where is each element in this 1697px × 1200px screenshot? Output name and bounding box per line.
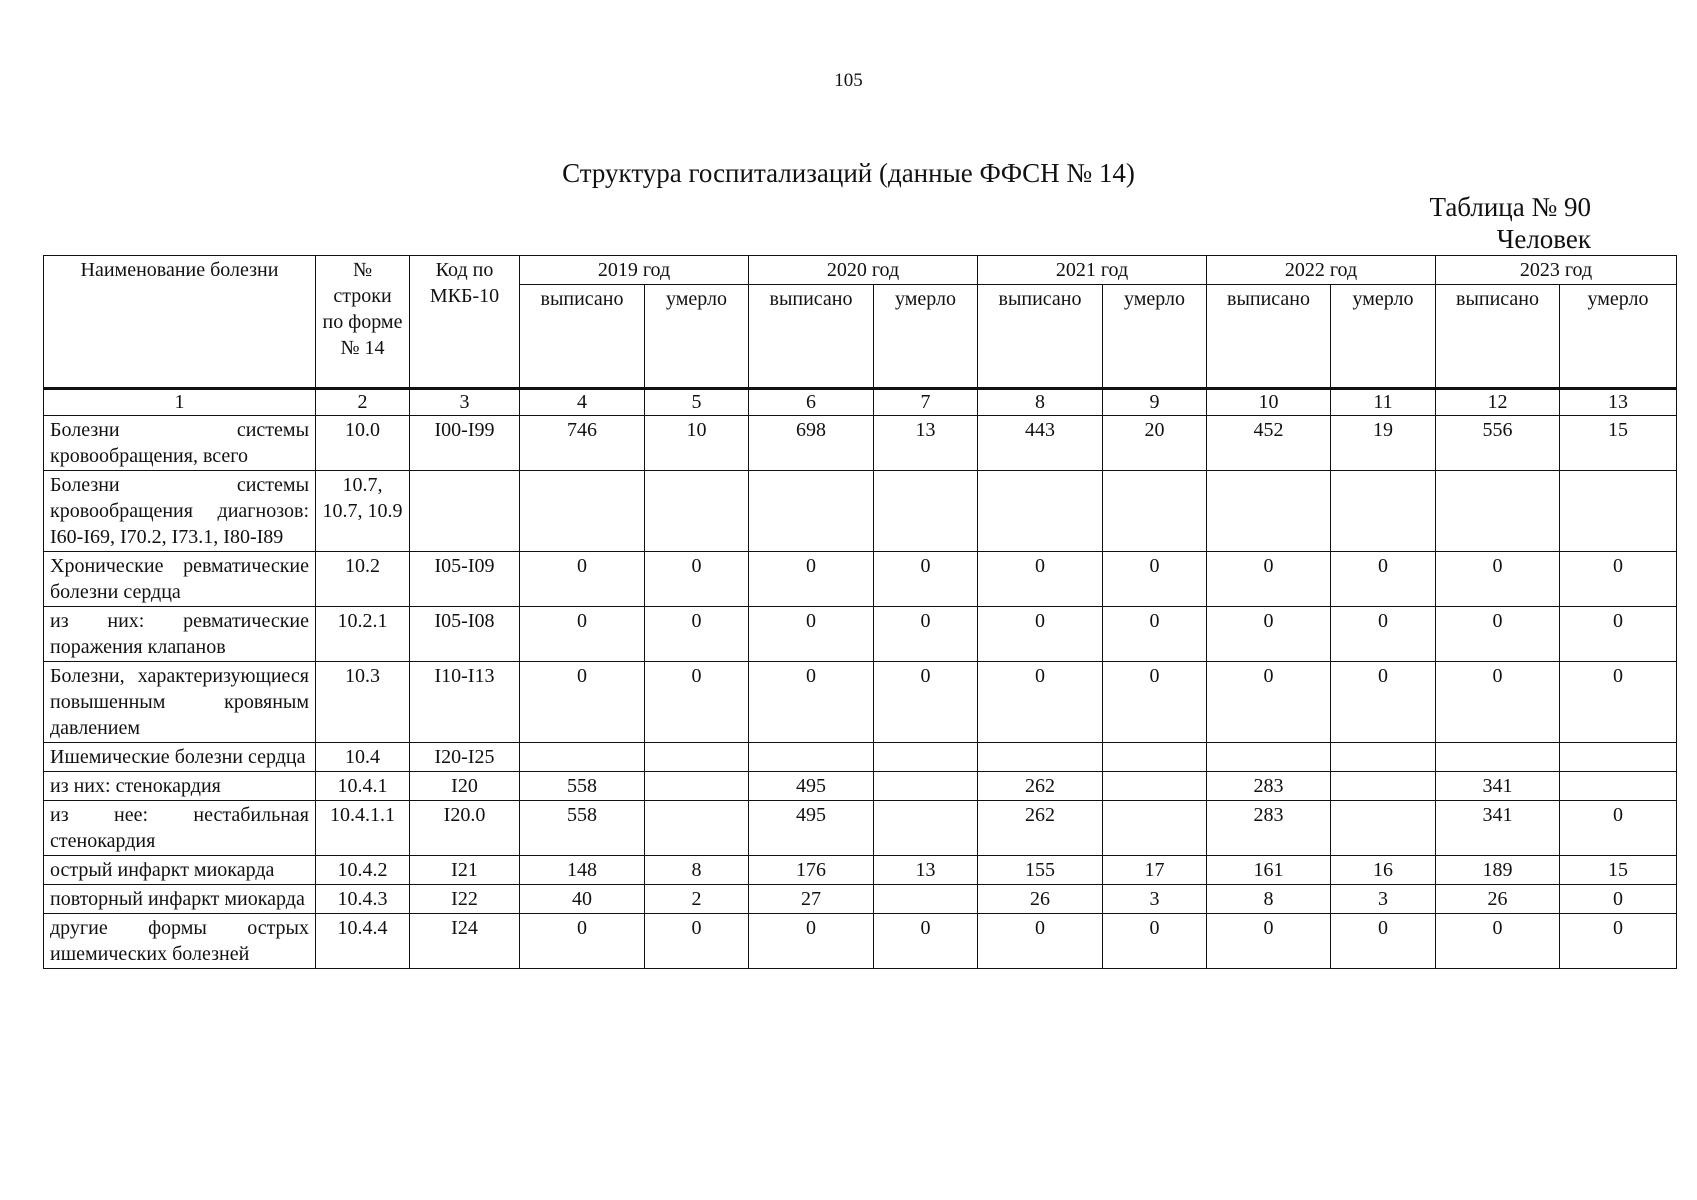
disease-name-cell: Ишемические болезни сердца [44,743,316,772]
died-cell: 0 [1103,552,1207,607]
discharged-cell: 0 [1436,607,1560,662]
discharged-cell: 0 [520,662,645,743]
discharged-cell: 283 [1207,801,1331,856]
discharged-cell: 27 [749,885,874,914]
died-cell: 0 [1560,552,1677,607]
discharged-cell [978,743,1103,772]
died-cell [1103,743,1207,772]
row-number-cell: 10.4.4 [316,914,410,969]
died-cell [874,471,978,552]
died-cell: 3 [1331,885,1436,914]
discharged-cell: 443 [978,416,1103,471]
column-number: 11 [1331,389,1436,416]
died-cell: 0 [645,914,749,969]
disease-name-cell: Хронические ревматические болезни сердца [44,552,316,607]
died-cell [1103,801,1207,856]
died-cell: 20 [1103,416,1207,471]
died-cell: 0 [874,552,978,607]
discharged-cell: 161 [1207,856,1331,885]
column-number: 5 [645,389,749,416]
table-row [44,772,1677,801]
table-number-label: Таблица № 90 [1429,192,1591,222]
table-row [44,743,1677,772]
header-row-number: № строки по форме № 14 [316,256,410,389]
discharged-cell: 0 [978,552,1103,607]
died-cell: 0 [874,914,978,969]
row-number-cell: 10.7, 10.7, 10.9 [316,471,410,552]
document-title: Структура госпитализаций (данные ФФСН № 14) [562,158,1135,188]
table-row [44,914,1677,969]
discharged-cell: 0 [749,552,874,607]
died-cell: 0 [1331,662,1436,743]
disease-name-cell: из них: ревматические поражения клапанов [44,607,316,662]
header-row-years [44,256,1677,285]
discharged-cell: 40 [520,885,645,914]
died-cell: 0 [1331,607,1436,662]
page-number: 105 [834,70,863,91]
discharged-cell: 0 [1207,662,1331,743]
discharged-cell: 558 [520,801,645,856]
discharged-cell: 0 [978,662,1103,743]
icd-code-cell: I20.0 [410,801,520,856]
died-cell [874,743,978,772]
died-cell: 0 [645,607,749,662]
died-cell [1560,471,1677,552]
died-cell [1560,743,1677,772]
died-cell: 0 [645,552,749,607]
died-cell [874,801,978,856]
discharged-cell: 495 [749,772,874,801]
header-discharged: выписано [978,285,1103,389]
header-discharged: выписано [749,285,874,389]
discharged-cell: 0 [520,607,645,662]
column-number: 12 [1436,389,1560,416]
disease-name-cell: Болезни, характеризующиеся повышенным кровяным давлением [44,662,316,743]
icd-code-cell: I10-I13 [410,662,520,743]
row-number-cell: 10.2.1 [316,607,410,662]
died-cell: 0 [1560,885,1677,914]
row-number-cell: 10.4 [316,743,410,772]
column-number: 10 [1207,389,1331,416]
died-cell: 3 [1103,885,1207,914]
table-row [44,662,1677,743]
column-number: 4 [520,389,645,416]
discharged-cell: 0 [1207,607,1331,662]
died-cell: 2 [645,885,749,914]
header-died: умерло [1331,285,1436,389]
died-cell: 13 [874,416,978,471]
died-cell [1331,801,1436,856]
discharged-cell: 0 [1436,552,1560,607]
died-cell: 0 [645,662,749,743]
table-row [44,607,1677,662]
header-died: умерло [1560,285,1677,389]
discharged-cell: 8 [1207,885,1331,914]
discharged-cell: 0 [1207,914,1331,969]
discharged-cell: 698 [749,416,874,471]
died-cell: 0 [874,662,978,743]
discharged-cell: 0 [749,914,874,969]
icd-code-cell: I20 [410,772,520,801]
row-number-cell: 10.2 [316,552,410,607]
died-cell [1103,471,1207,552]
header-year: 2020 год [749,256,978,285]
table-row [44,856,1677,885]
column-number: 1 [44,389,316,416]
row-number-cell: 10.0 [316,416,410,471]
discharged-cell: 0 [1436,914,1560,969]
header-icd-code: Код по МКБ-10 [410,256,520,389]
discharged-cell: 558 [520,772,645,801]
header-discharged: выписано [520,285,645,389]
row-number-cell: 10.4.3 [316,885,410,914]
died-cell [1331,772,1436,801]
column-number: 6 [749,389,874,416]
discharged-cell: 0 [520,914,645,969]
header-year: 2023 год [1436,256,1677,285]
discharged-cell: 495 [749,801,874,856]
discharged-cell: 189 [1436,856,1560,885]
discharged-cell: 341 [1436,772,1560,801]
column-numbering-row [44,389,1677,416]
died-cell: 0 [1560,662,1677,743]
discharged-cell: 452 [1207,416,1331,471]
icd-code-cell: I00-I99 [410,416,520,471]
died-cell: 0 [1560,607,1677,662]
discharged-cell: 0 [1207,552,1331,607]
died-cell: 0 [1103,914,1207,969]
died-cell [645,471,749,552]
column-number: 7 [874,389,978,416]
discharged-cell [1207,743,1331,772]
hospitalization-table [43,255,1677,969]
table-row [44,471,1677,552]
discharged-cell [749,743,874,772]
discharged-cell [520,471,645,552]
discharged-cell [1436,471,1560,552]
header-died: умерло [645,285,749,389]
discharged-cell: 26 [978,885,1103,914]
died-cell: 10 [645,416,749,471]
died-cell [645,772,749,801]
died-cell: 0 [1331,914,1436,969]
row-number-cell: 10.4.1.1 [316,801,410,856]
died-cell: 0 [1560,914,1677,969]
discharged-cell: 0 [749,607,874,662]
table-row [44,885,1677,914]
died-cell: 16 [1331,856,1436,885]
discharged-cell: 26 [1436,885,1560,914]
icd-code-cell: I24 [410,914,520,969]
column-number: 3 [410,389,520,416]
discharged-cell: 0 [520,552,645,607]
disease-name-cell: повторный инфаркт миокарда [44,885,316,914]
disease-name-cell: из нее: нестабильная стенокардия [44,801,316,856]
died-cell [1331,471,1436,552]
died-cell [645,801,749,856]
died-cell: 0 [874,607,978,662]
discharged-cell: 262 [978,801,1103,856]
discharged-cell [1207,471,1331,552]
died-cell: 13 [874,856,978,885]
died-cell [1103,772,1207,801]
died-cell: 0 [1103,662,1207,743]
header-died: умерло [1103,285,1207,389]
discharged-cell: 0 [749,662,874,743]
table-row [44,801,1677,856]
died-cell: 0 [1331,552,1436,607]
discharged-cell [749,471,874,552]
row-number-cell: 10.4.1 [316,772,410,801]
row-number-cell: 10.4.2 [316,856,410,885]
discharged-cell: 556 [1436,416,1560,471]
icd-code-cell: I05-I08 [410,607,520,662]
died-cell: 19 [1331,416,1436,471]
disease-name-cell: Болезни системы кровообращения диагнозов: I60-I69, I70.2, I73.1, I80-I89 [44,471,316,552]
discharged-cell: 341 [1436,801,1560,856]
discharged-cell: 0 [978,914,1103,969]
discharged-cell [978,471,1103,552]
discharged-cell: 148 [520,856,645,885]
table-row [44,552,1677,607]
icd-code-cell [410,471,520,552]
header-disease-name: Наименование болезни [44,256,316,389]
died-cell [874,772,978,801]
died-cell: 15 [1560,856,1677,885]
discharged-cell: 176 [749,856,874,885]
died-cell: 0 [1560,801,1677,856]
column-number: 2 [316,389,410,416]
died-cell [874,885,978,914]
died-cell: 0 [1103,607,1207,662]
header-discharged: выписано [1207,285,1331,389]
discharged-cell: 0 [1436,662,1560,743]
died-cell [645,743,749,772]
died-cell: 17 [1103,856,1207,885]
header-year: 2019 год [520,256,749,285]
icd-code-cell: I20-I25 [410,743,520,772]
discharged-cell: 283 [1207,772,1331,801]
died-cell [1331,743,1436,772]
column-number: 9 [1103,389,1207,416]
disease-name-cell: острый инфаркт миокарда [44,856,316,885]
icd-code-cell: I05-I09 [410,552,520,607]
header-died: умерло [874,285,978,389]
column-number: 13 [1560,389,1677,416]
unit-label: Человек [1496,224,1591,254]
column-number: 8 [978,389,1103,416]
icd-code-cell: I21 [410,856,520,885]
died-cell: 15 [1560,416,1677,471]
header-year: 2021 год [978,256,1207,285]
icd-code-cell: I22 [410,885,520,914]
discharged-cell: 746 [520,416,645,471]
died-cell [1560,772,1677,801]
discharged-cell: 262 [978,772,1103,801]
header-discharged: выписано [1436,285,1560,389]
discharged-cell: 155 [978,856,1103,885]
discharged-cell: 0 [978,607,1103,662]
disease-name-cell: другие формы острых ишемических болезней [44,914,316,969]
discharged-cell [1436,743,1560,772]
row-number-cell: 10.3 [316,662,410,743]
table-row [44,416,1677,471]
disease-name-cell: Болезни системы кровообращения, всего [44,416,316,471]
disease-name-cell: из них: стенокардия [44,772,316,801]
header-year: 2022 год [1207,256,1436,285]
died-cell: 8 [645,856,749,885]
discharged-cell [520,743,645,772]
